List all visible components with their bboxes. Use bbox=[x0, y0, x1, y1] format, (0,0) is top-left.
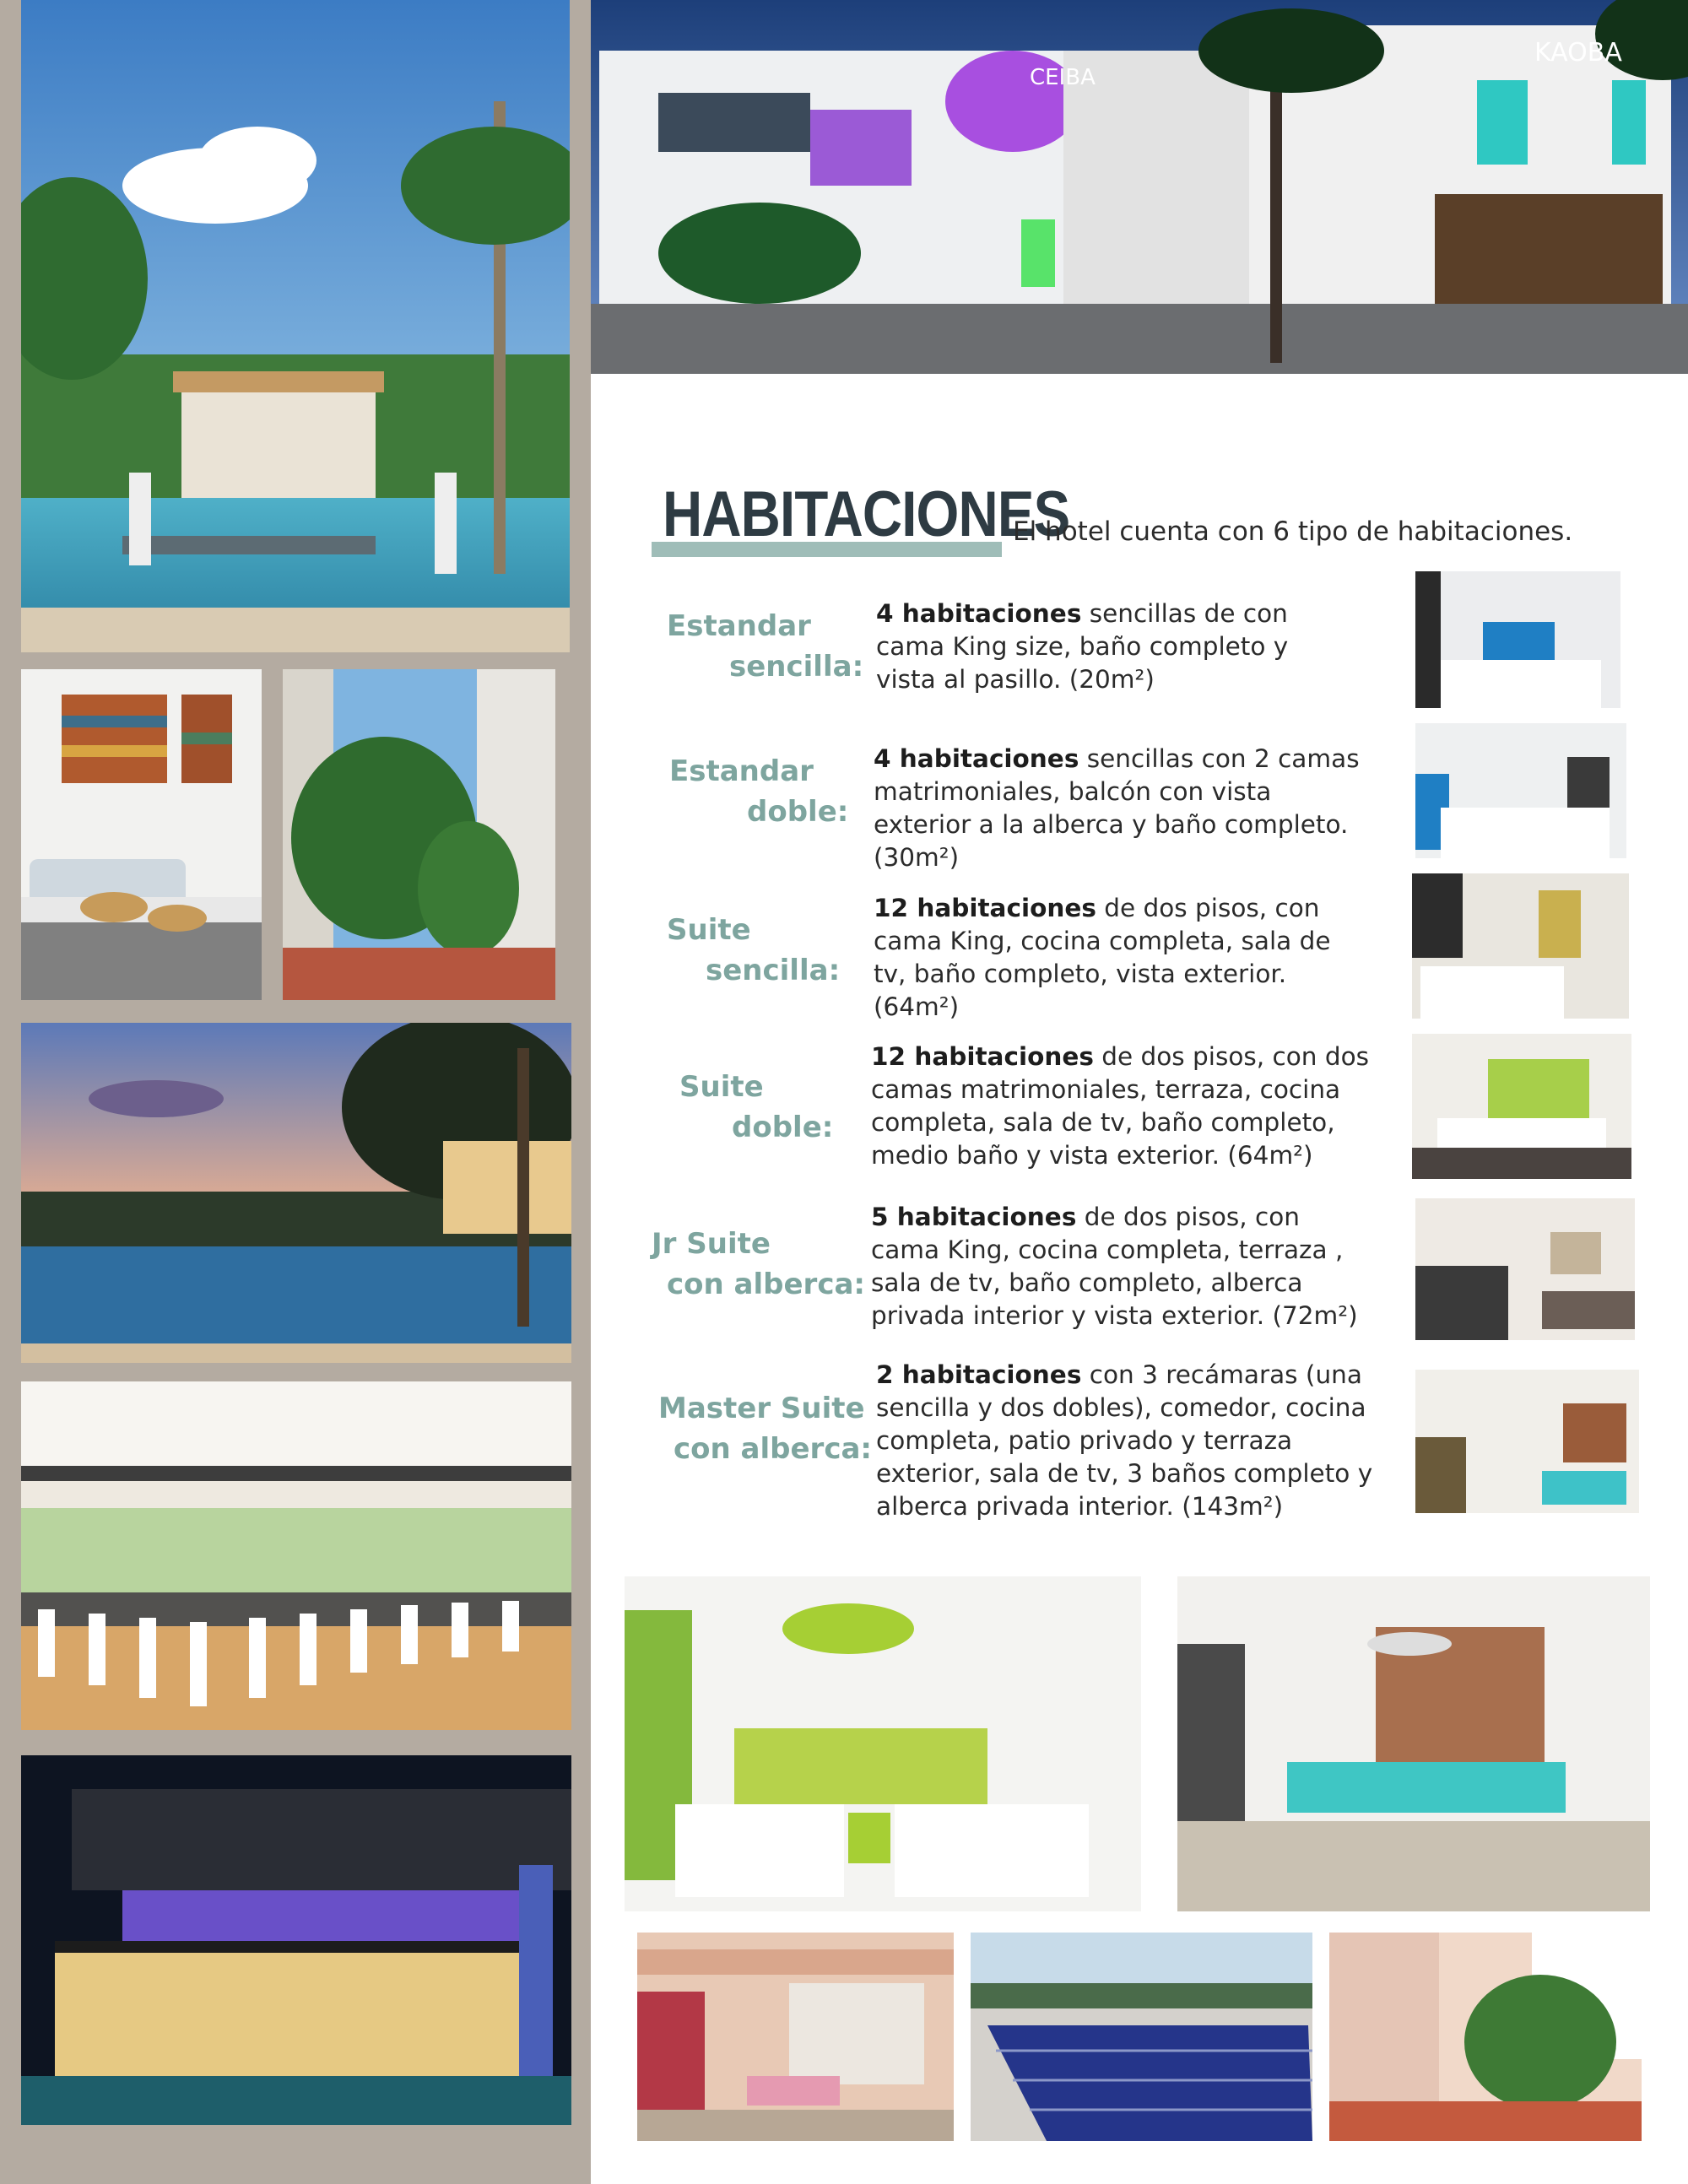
sunset-pool-photo bbox=[21, 1023, 571, 1363]
thumb-jr-suite bbox=[1415, 1198, 1635, 1340]
room-desc-line: sencillas con 2 camas bbox=[1079, 744, 1360, 773]
room-desc-line: de dos pisos, con dos bbox=[1093, 1042, 1370, 1071]
thumb-suite-sencilla bbox=[1412, 873, 1629, 1019]
sign-ceiba: CEIBA bbox=[1030, 65, 1096, 90]
room-desc-line: de dos pisos, con bbox=[1076, 1203, 1300, 1231]
room-desc-estandar-doble bbox=[874, 743, 1360, 874]
room-desc-line: exterior, sala de tv, 3 baños completo y bbox=[876, 1459, 1373, 1488]
lobby-living-room-photo bbox=[21, 669, 262, 1000]
room-desc-line: tv, baño completo, vista exterior. bbox=[874, 960, 1287, 988]
courtyard-garden-photo bbox=[1329, 1933, 1642, 2141]
room-desc-line: cama King, cocina completa, sala de bbox=[874, 927, 1331, 955]
room-desc-line: sencilla y dos dobles), comedor, cocina bbox=[876, 1393, 1366, 1422]
room-label-estandar-sencilla bbox=[667, 606, 863, 687]
room-desc-line: cama King, cocina completa, terraza , bbox=[871, 1235, 1344, 1264]
room-desc-estandar-sencilla bbox=[876, 597, 1288, 696]
room-label-estandar-doble bbox=[669, 751, 848, 832]
room-desc-line: sala de tv, baño completo, alberca bbox=[871, 1268, 1303, 1297]
room-desc-line: camas matrimoniales, terraza, cocina bbox=[871, 1075, 1341, 1104]
room-label-line1: Suite bbox=[667, 913, 751, 947]
room-label-suite-sencilla bbox=[667, 910, 840, 991]
thumb-master-suite bbox=[1415, 1370, 1639, 1513]
hotel-facade-photo bbox=[591, 0, 1688, 374]
room-label-line1: Estandar bbox=[669, 754, 814, 788]
private-pool-patio-photo bbox=[1177, 1576, 1650, 1911]
room-label-line1: Master Suite bbox=[658, 1392, 865, 1425]
room-desc-line: completa, patio privado y terraza bbox=[876, 1426, 1293, 1455]
room-desc-line: (64m²) bbox=[874, 992, 960, 1021]
room-desc-jr-suite bbox=[871, 1201, 1358, 1333]
resort-pool-photo bbox=[21, 0, 570, 652]
intro-text: El hotel cuenta con 6 tipo de habitaciones. bbox=[1013, 516, 1573, 547]
room-count: 5 habitaciones bbox=[871, 1203, 1077, 1231]
room-desc-line: exterior a la alberca y baño completo. bbox=[874, 810, 1349, 839]
green-bedroom-photo bbox=[625, 1576, 1141, 1911]
thumb-suite-doble bbox=[1412, 1034, 1631, 1179]
room-desc-master-suite bbox=[876, 1359, 1372, 1523]
room-label-line2: con alberca: bbox=[674, 1432, 873, 1466]
room-desc-line: alberca privada interior. (143m²) bbox=[876, 1492, 1284, 1521]
room-desc-suite-sencilla bbox=[874, 892, 1331, 1024]
room-label-line2: doble: bbox=[747, 795, 849, 829]
room-desc-line: de dos pisos, con bbox=[1096, 894, 1320, 922]
room-desc-line: con 3 recámaras (una bbox=[1081, 1360, 1362, 1389]
banquet-hall-photo bbox=[21, 1381, 571, 1730]
room-desc-line: sencillas de con bbox=[1081, 599, 1288, 628]
room-desc-suite-doble bbox=[871, 1041, 1369, 1172]
room-desc-line: vista al pasillo. (20m²) bbox=[876, 665, 1155, 694]
night-restaurant-photo bbox=[21, 1755, 571, 2125]
room-count: 4 habitaciones bbox=[874, 744, 1079, 773]
room-label-master-suite bbox=[658, 1388, 872, 1469]
solar-panels-photo bbox=[971, 1933, 1312, 2141]
room-desc-line: cama King size, baño completo y bbox=[876, 632, 1289, 661]
thumb-estandar-doble bbox=[1415, 723, 1626, 858]
room-label-line1: Jr Suite bbox=[652, 1227, 771, 1261]
room-label-jr-suite bbox=[652, 1224, 865, 1305]
room-desc-line: medio baño y vista exterior. (64m²) bbox=[871, 1141, 1313, 1170]
room-label-line1: Suite bbox=[679, 1070, 764, 1104]
thumb-estandar-sencilla bbox=[1415, 571, 1620, 708]
sign-kaoba: KAOBA bbox=[1534, 38, 1622, 68]
room-label-line2: sencilla: bbox=[706, 954, 841, 987]
room-desc-line: privada interior y vista exterior. (72m²) bbox=[871, 1301, 1358, 1330]
page-title: HABITACIONES bbox=[663, 478, 1070, 550]
room-count: 4 habitaciones bbox=[876, 599, 1082, 628]
room-count: 12 habitaciones bbox=[874, 894, 1096, 922]
patio-dining-photo bbox=[637, 1933, 954, 2141]
room-label-suite-doble bbox=[679, 1067, 833, 1148]
room-label-line1: Estandar bbox=[667, 609, 811, 643]
room-count: 12 habitaciones bbox=[871, 1042, 1094, 1071]
room-label-line2: sencilla: bbox=[729, 650, 864, 684]
room-count: 2 habitaciones bbox=[876, 1360, 1082, 1389]
room-desc-line: completa, sala de tv, baño completo, bbox=[871, 1108, 1335, 1137]
garden-building-photo bbox=[283, 669, 555, 1000]
room-label-line2: doble: bbox=[732, 1111, 834, 1144]
room-desc-line: (30m²) bbox=[874, 843, 960, 872]
room-label-line2: con alberca: bbox=[667, 1268, 866, 1301]
room-desc-line: matrimoniales, balcón con vista bbox=[874, 777, 1272, 806]
